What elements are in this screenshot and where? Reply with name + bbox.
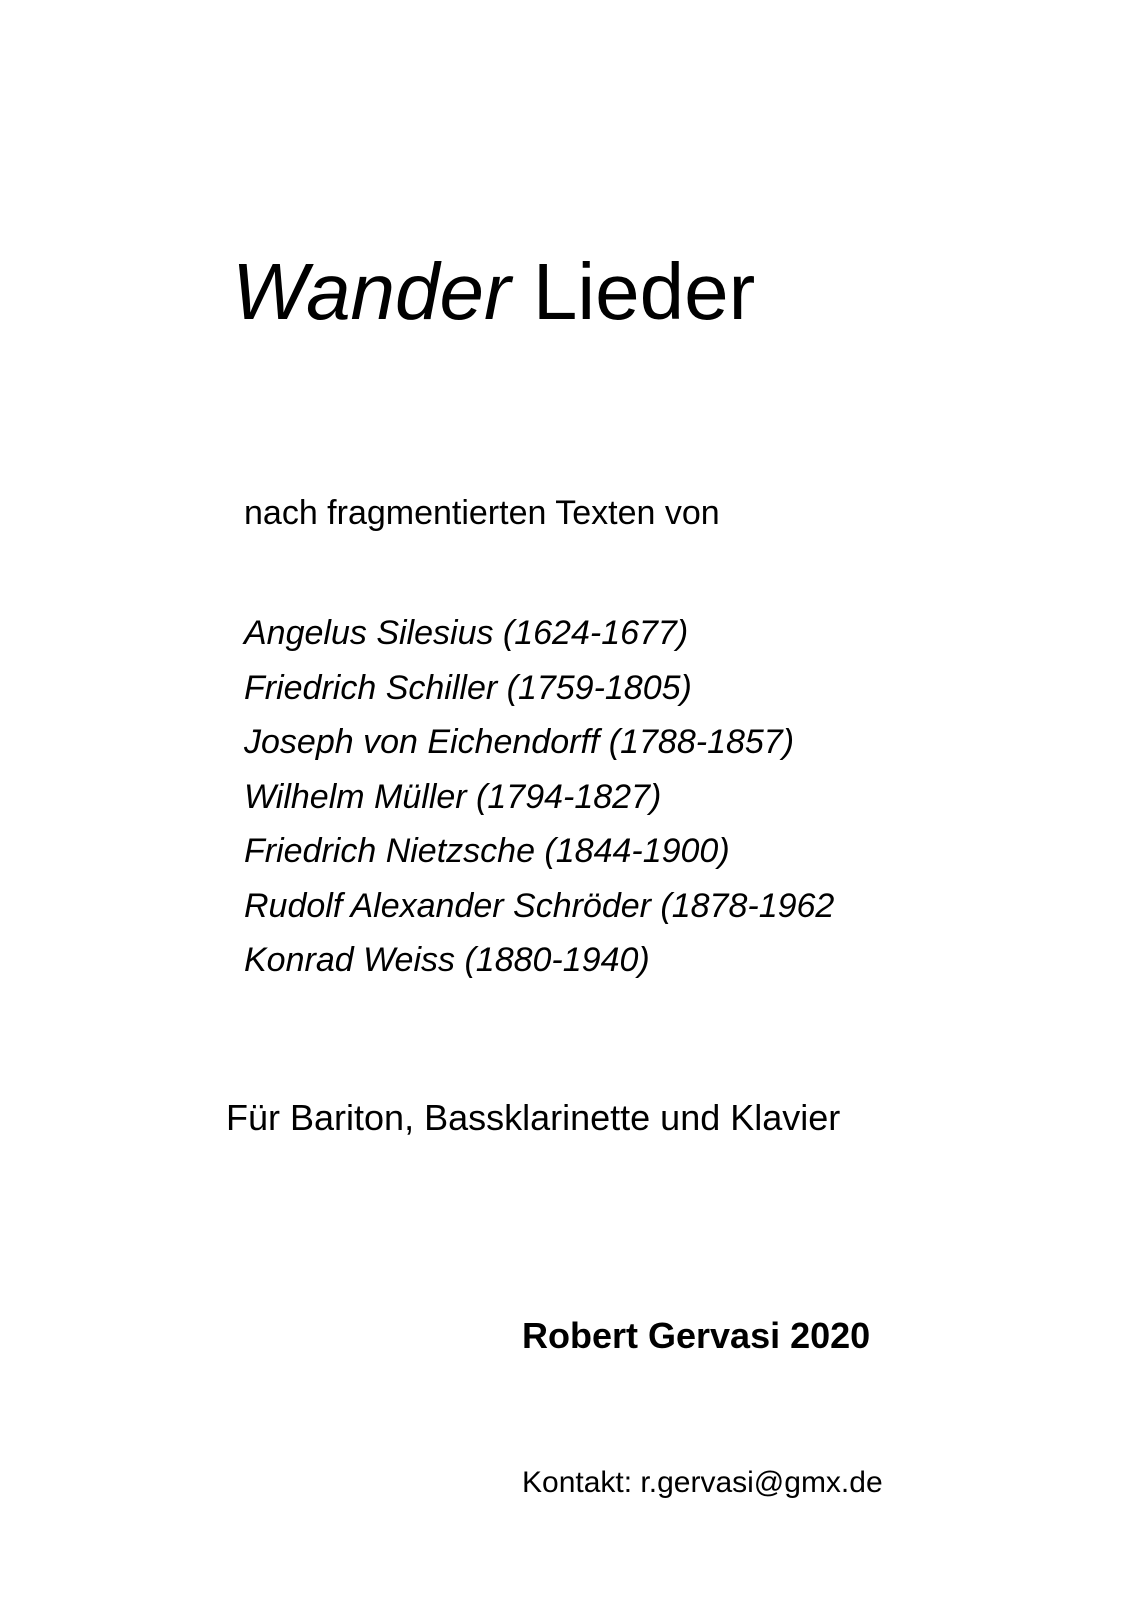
title-regular-part: Lieder — [532, 247, 756, 336]
poet-item: Angelus Silesius (1624-1677) — [244, 614, 689, 652]
poet-item: Rudolf Alexander Schröder (1878-1962 — [244, 886, 835, 925]
title-italic-part: Wander — [232, 247, 511, 336]
poet-item: Friedrich Nietzsche (1844-1900) — [244, 832, 730, 870]
contact-email: r.gervasi@gmx.de — [640, 1466, 883, 1499]
contact-label: Kontakt: — [522, 1466, 633, 1499]
poet-item: Friedrich Schiller (1759-1805) — [244, 668, 692, 707]
subtitle: nach fragmentierten Texten von — [244, 494, 720, 532]
poet-item: Joseph von Eichendorff (1788-1857) — [244, 723, 795, 761]
poet-item: Wilhelm Müller (1794-1827) — [244, 777, 662, 816]
contact-line — [522, 1468, 883, 1498]
poet-item: Konrad Weiss (1880-1940) — [244, 941, 650, 979]
document-title — [232, 247, 756, 336]
poet-list — [244, 606, 834, 988]
instrumentation: Für Bariton, Bassklarinette und Klavier — [226, 1097, 841, 1138]
author-year: Robert Gervasi 2020 — [522, 1315, 871, 1356]
